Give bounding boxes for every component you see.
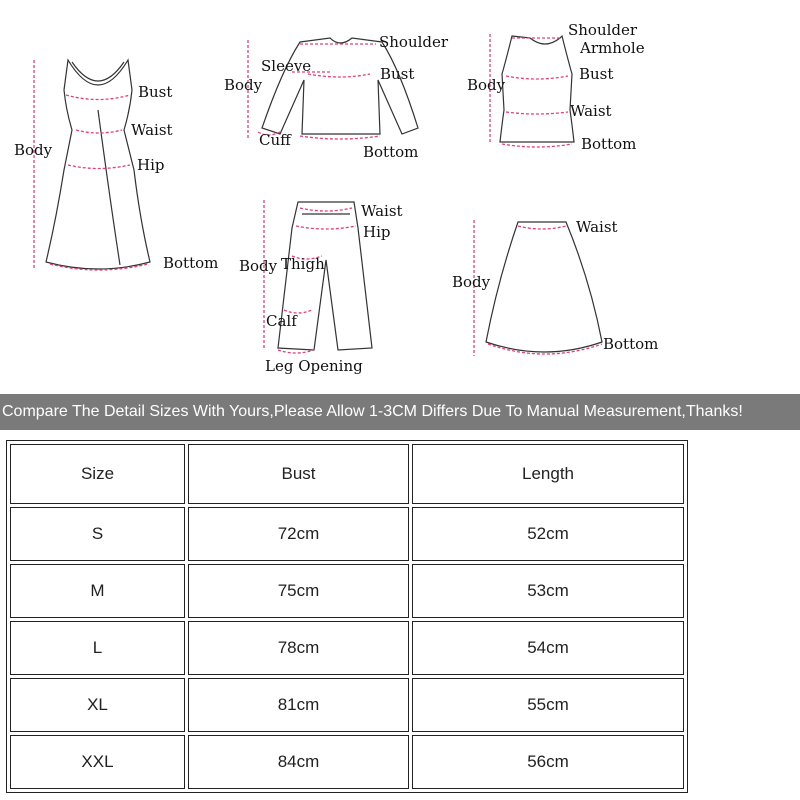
skirt-bottom-label: Bottom [603,335,659,353]
dress-hip-label: Hip [137,156,165,174]
bust-cell: 72cm [188,507,409,561]
measurement-note-banner: Compare The Detail Sizes With Yours,Please Allow 1-3CM Differs Due To Manual Measurement,Thanks! [0,394,800,430]
size-cell: XXL [10,735,185,789]
tank-armhole-label: Armhole [580,39,645,57]
pants-leg-opening-label: Leg Opening [265,357,363,375]
pants-waist-label: Waist [361,202,403,220]
bust-cell: 75cm [188,564,409,618]
table-row [10,735,684,789]
bust-cell: 81cm [188,678,409,732]
pants-thigh-label: Thigh [281,255,325,273]
length-cell: 52cm [412,507,684,561]
tank-body-label: Body [467,76,506,94]
dress-bust-label: Bust [138,83,173,101]
size-cell: L [10,621,185,675]
bust-cell: 84cm [188,735,409,789]
size-cell: M [10,564,185,618]
measurement-diagrams [0,0,800,392]
table-row [10,678,684,732]
pants-hip-label: Hip [363,223,391,241]
tank-illustration [500,36,574,142]
header-bust: Bust [188,444,409,504]
longsleeve-sleeve-label: Sleeve [261,57,312,75]
table-header-row [10,444,684,504]
skirt-body-label: Body [452,273,491,291]
tank-bust-label: Bust [579,65,614,83]
longsleeve-cuff-label: Cuff [259,131,291,149]
size-chart-table [6,440,688,793]
garment-illustrations [0,0,800,392]
skirt-illustration [486,222,602,352]
size-cell: XL [10,678,185,732]
length-cell: 55cm [412,678,684,732]
bust-cell: 78cm [188,621,409,675]
tank-shoulder-label: Shoulder [568,21,638,39]
pants-calf-label: Calf [266,312,297,330]
header-length: Length [412,444,684,504]
longsleeve-illustration [262,38,418,134]
header-size: Size [10,444,185,504]
longsleeve-shoulder-label: Shoulder [379,33,449,51]
longsleeve-bottom-label: Bottom [363,143,419,161]
longsleeve-body-label: Body [224,76,263,94]
dress-body-label: Body [14,141,53,159]
length-cell: 53cm [412,564,684,618]
table-row [10,564,684,618]
size-cell: S [10,507,185,561]
length-cell: 56cm [412,735,684,789]
tank-waist-label: Waist [570,102,612,120]
table-row [10,621,684,675]
tank-bottom-label: Bottom [581,135,637,153]
dress-waist-label: Waist [131,121,173,139]
pants-body-label: Body [239,257,278,275]
dress-bottom-label: Bottom [163,254,219,272]
table-row [10,507,684,561]
skirt-waist-label: Waist [576,218,618,236]
length-cell: 54cm [412,621,684,675]
longsleeve-bust-label: Bust [380,65,415,83]
dress-illustration [46,60,150,269]
